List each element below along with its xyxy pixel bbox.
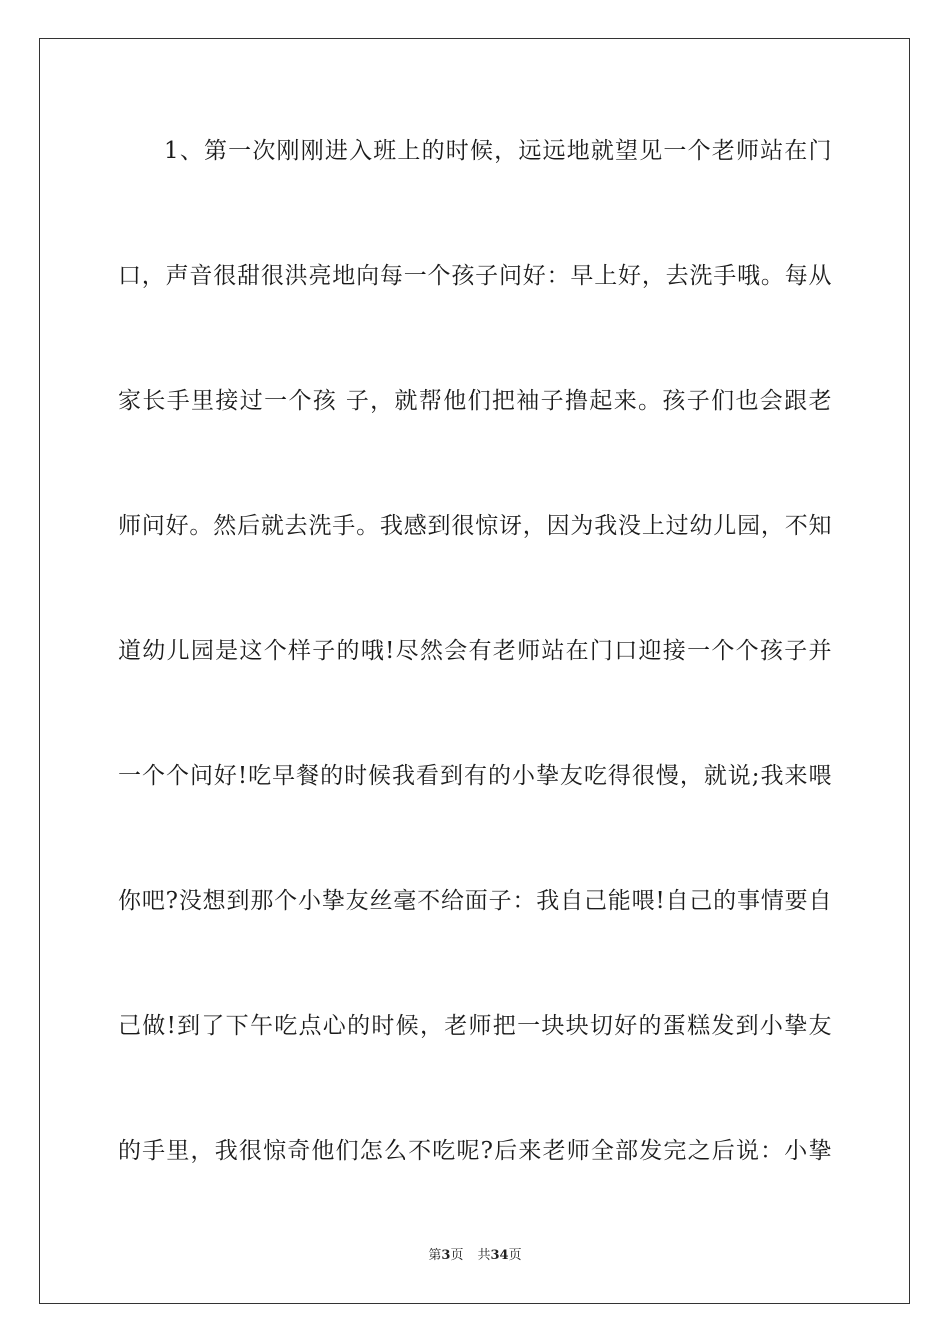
paragraph-line-5: 道幼儿园是这个样子的哦!尽然会有老师站在门口迎接一个个孩子并 (118, 638, 832, 664)
total-pages: 34 (490, 1248, 509, 1263)
total-label-prefix: 共 (477, 1248, 491, 1263)
page-border (39, 38, 910, 1304)
paragraph-line-1: 1、第一次刚刚进入班上的时候，远远地就望见一个老师站在门 (164, 138, 832, 164)
paragraph-line-7: 你吧?没想到那个小挚友丝毫不给面子：我自己能喂!自己的事情要自 (118, 888, 832, 914)
paragraph-line-2: 口，声音很甜很洪亮地向每一个孩子问好：早上好，去洗手哦。每从 (118, 263, 832, 289)
page-label-suffix: 页 (450, 1248, 464, 1263)
paragraph-line-8: 己做!到了下午吃点心的时候，老师把一块块切好的蛋糕发到小挚友 (118, 1013, 832, 1039)
page-label-prefix: 第 (428, 1248, 442, 1263)
paragraph-line-3: 家长手里接过一个孩 子，就帮他们把袖子撸起来。孩子们也会跟老 (118, 388, 832, 414)
total-label-suffix: 页 (508, 1248, 522, 1263)
page-footer (0, 1247, 950, 1265)
paragraph-line-6: 一个个问好!吃早餐的时候我看到有的小挚友吃得很慢，就说;我来喂 (118, 763, 832, 789)
paragraph-line-4: 师问好。然后就去洗手。我感到很惊讶，因为我没上过幼儿园，不知 (118, 513, 832, 539)
paragraph-line-9: 的手里，我很惊奇他们怎么不吃呢?后来老师全部发完之后说：小挚 (118, 1138, 832, 1164)
page-number: 3 (441, 1248, 451, 1263)
